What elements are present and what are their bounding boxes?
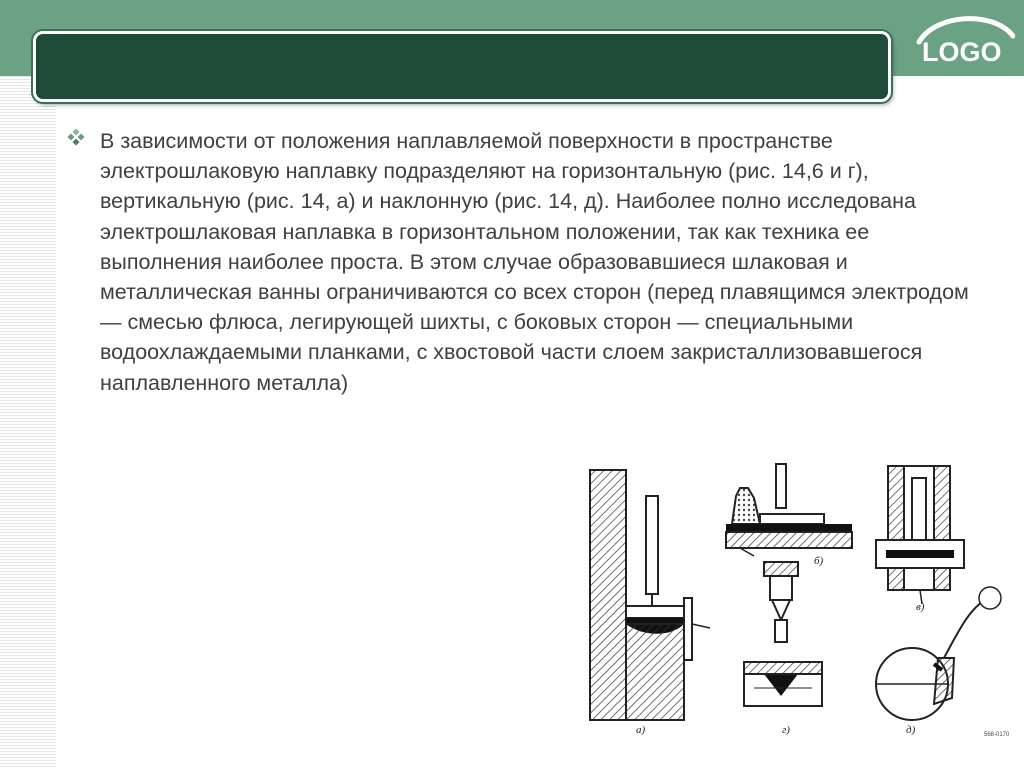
figure-credit: 568-0170 (984, 732, 1010, 738)
figure-d-inclined (876, 587, 1001, 720)
electroslag-diagram (582, 458, 1024, 748)
figure-b-horizontal (726, 464, 852, 556)
figure-a-vertical (590, 470, 710, 720)
figure-label-b: б) (814, 555, 824, 567)
diamond-bullet-icon (66, 128, 86, 148)
figure-g-horizontal (744, 562, 822, 706)
slide-title-bar (33, 31, 891, 102)
logo: LOGO (922, 37, 1002, 67)
figure-label-v: в) (916, 601, 925, 613)
figure-label-g: г) (782, 724, 790, 736)
figure-label-a: а) (636, 724, 646, 736)
technical-figure (582, 458, 1024, 748)
body-paragraph: В зависимости от положения наплавляемой поверхности в пространстве электрошлаковую наплавку подразделяют на горизонтальную (рис. 14,6 и г), вертикальную (рис. 14, а) и наклонную (рис. 14, д). Наиболее полно исследована электрошлаковая наплавка в горизонтальном положении, так как техника ее выполнения наиболее проста. В этом случае образовавшиеся шлаковая и металлическая ванны ограничиваются со всех сторон (перед плавящимся электродом — смесью флюса, легирующей шихты, с боковых сторон — специальными водоохлаждаемыми планками, с хвостовой части слоем закристаллизовавшегося наплавленного металла) (100, 129, 969, 395)
figure-v-inclined (876, 466, 964, 604)
figure-label-d: д) (906, 724, 916, 736)
left-decorative-stripes (0, 76, 56, 768)
